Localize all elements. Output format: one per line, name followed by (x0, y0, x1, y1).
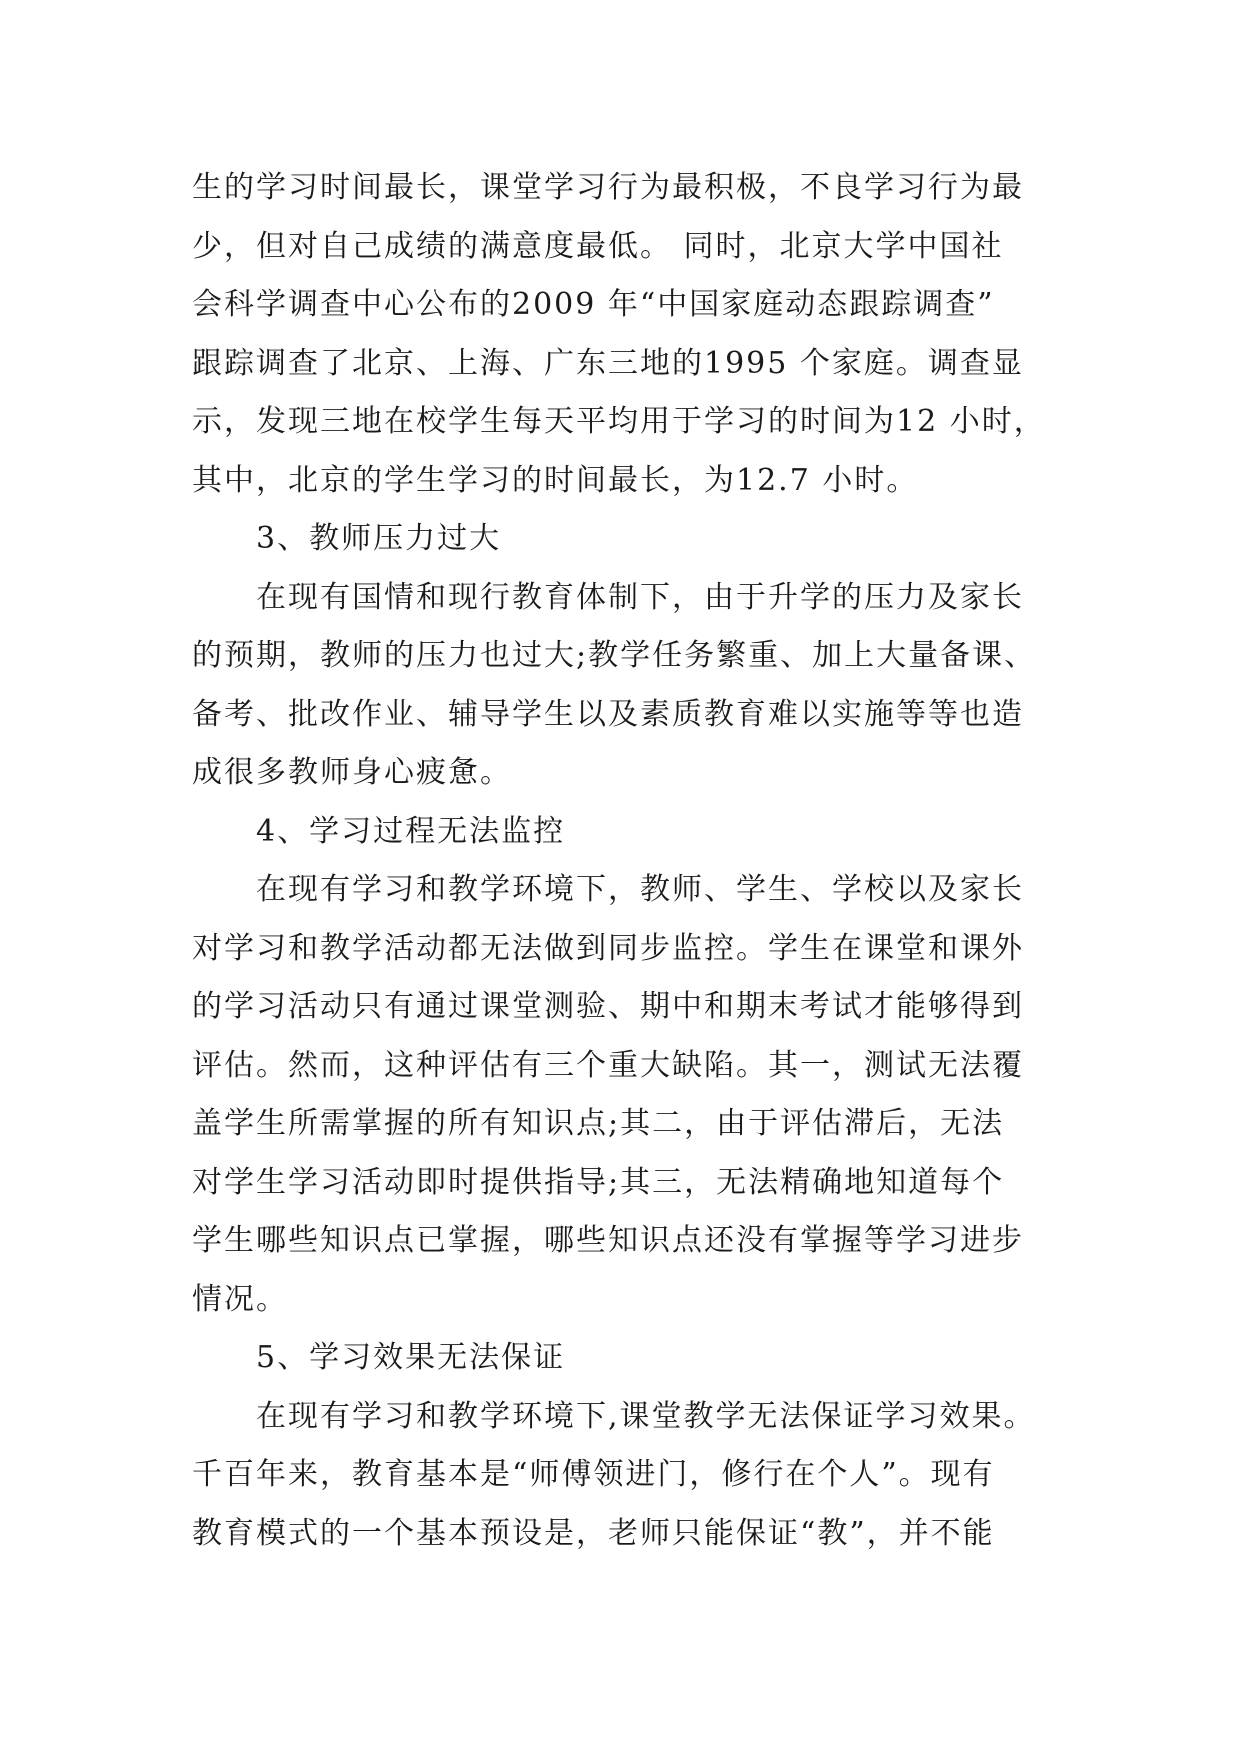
body-line: 的学习活动只有通过课堂测验、期中和期末考试才能够得到 (192, 989, 1024, 1024)
body-line: 学生哪些知识点已掌握，哪些知识点还没有掌握等学习进步 (192, 1223, 1024, 1258)
body-line: 在现有学习和教学环境下,课堂教学无法保证学习效果。 (256, 1398, 1036, 1434)
body-line: 跟踪调查了北京、上海、广东三地的1995 个家庭。调查显 (192, 345, 1024, 381)
section-heading: 5、学习效果无法保证 (256, 1340, 566, 1375)
body-line: 其中，北京的学生学习的时间最长，为12.7 小时。 (192, 462, 919, 498)
section-heading: 3、教师压力过大 (256, 521, 502, 556)
body-line: 示，发现三地在校学生每天平均用于学习的时间为12 小时， (192, 404, 1046, 439)
body-line: 生的学习时间最长，课堂学习行为最积极，不良学习行为最 (192, 170, 1024, 205)
body-line: 千百年来，教育基本是“师傅领进门，修行在个人”。现有 (192, 1457, 995, 1492)
section-heading: 4、学习过程无法监控 (256, 813, 566, 849)
body-line: 的预期，教师的压力也过大;教学任务繁重、加上大量备课、 (192, 638, 1037, 673)
body-line: 成很多教师身心疲惫。 (192, 755, 512, 790)
document-body (192, 159, 1064, 1563)
body-line: 情况。 (192, 1281, 288, 1317)
body-line: 对学习和教学活动都无法做到同步监控。学生在课堂和课外 (192, 930, 1024, 966)
body-line: 对学生学习活动即时提供指导;其三，无法精确地知道每个 (192, 1164, 1005, 1200)
body-line: 盖学生所需掌握的所有知识点;其二，由于评估滞后，无法 (192, 1106, 1005, 1141)
body-line: 评估。然而，这种评估有三个重大缺陷。其一，测试无法覆 (192, 1047, 1024, 1083)
body-line: 会科学调查中心公布的2009 年“中国家庭动态跟踪调查” (192, 287, 995, 322)
body-line: 少，但对自己成绩的满意度最低。 同时，北京大学中国社 (192, 228, 1004, 264)
body-line: 教育模式的一个基本预设是，老师只能保证“教”，并不能 (192, 1515, 995, 1551)
body-line: 在现有国情和现行教育体制下，由于升学的压力及家长 (256, 579, 1024, 615)
body-line: 备考、批改作业、辅导学生以及素质教育难以实施等等也造 (192, 696, 1024, 732)
body-line: 在现有学习和教学环境下，教师、学生、学校以及家长 (256, 872, 1024, 907)
